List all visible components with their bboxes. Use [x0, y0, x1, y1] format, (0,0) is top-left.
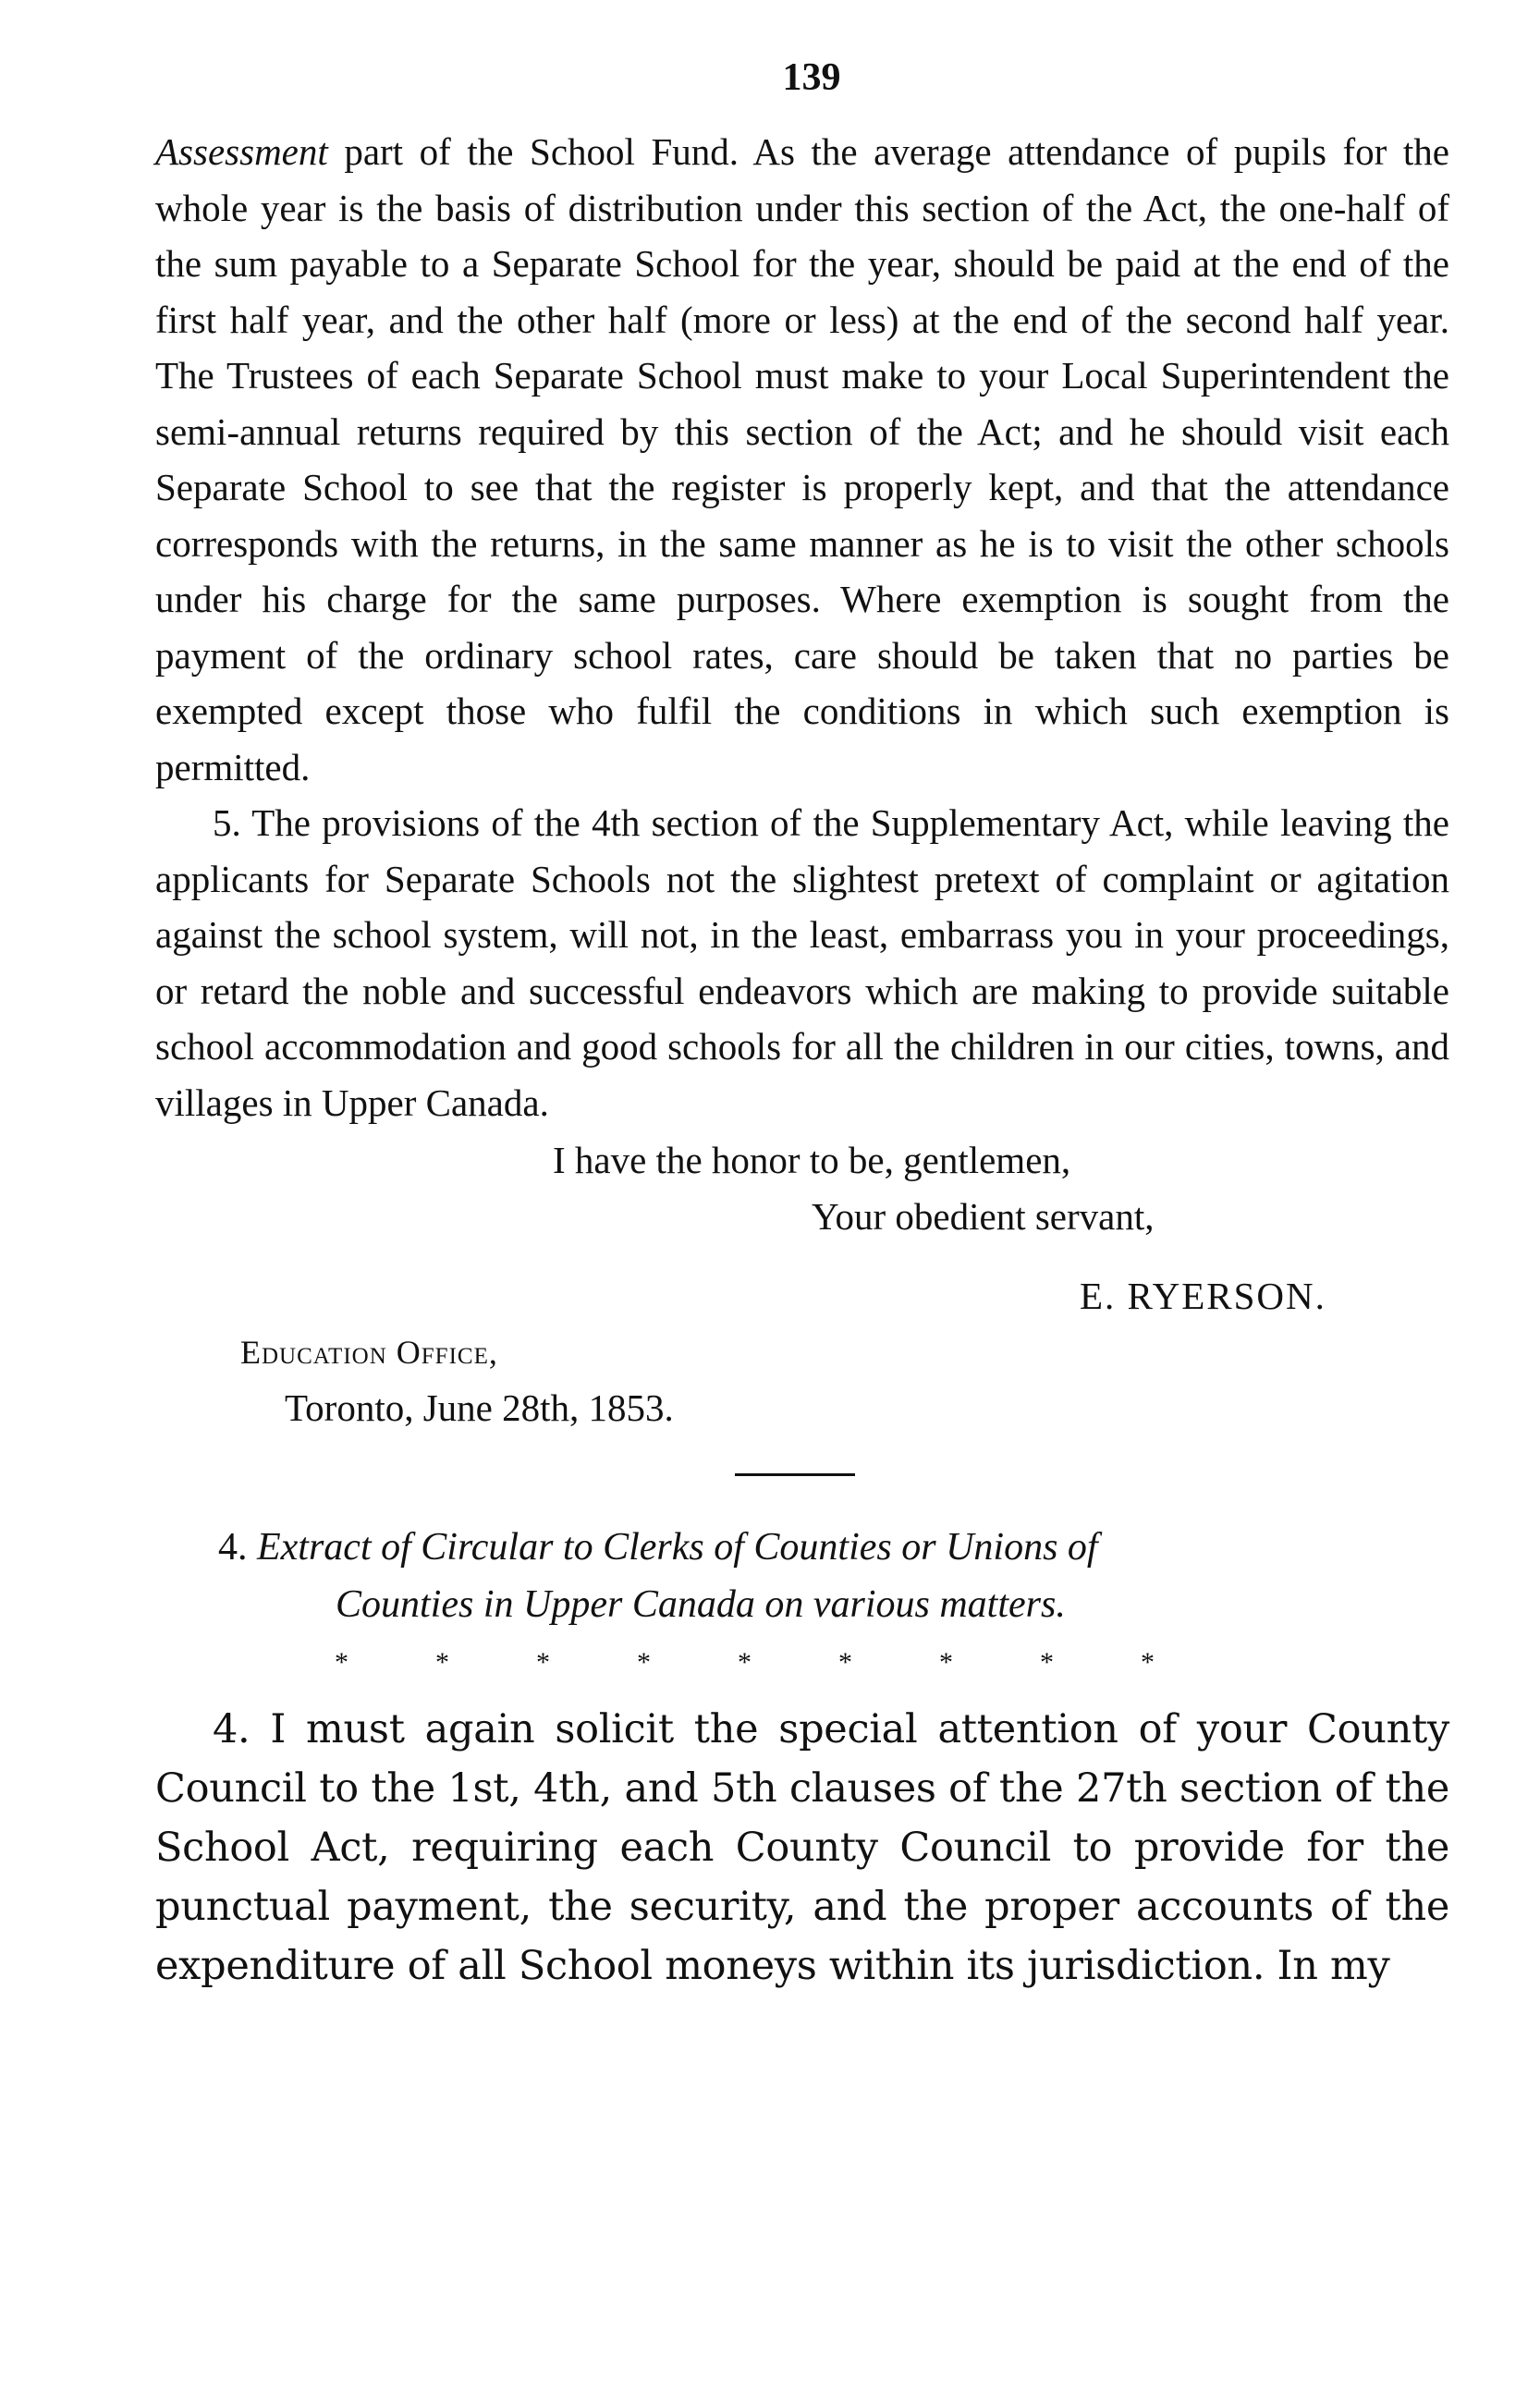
paragraph-section-5: 5. The provisions of the 4th section of the Supplementary Act, while leaving the applicants for Separate Schools not the slightest pretext of complaint or agitation against the school system, will not, in the least, embarrass you in your proceedings, or retard the noble and successful endeavors which are making to provide suitable school accommodation and good schools for all the children in our cities, towns, and villages in Upper Canada.: [155, 801, 1449, 1124]
star-mark: *: [637, 1646, 651, 1678]
star-mark: *: [1141, 1646, 1155, 1678]
paragraph-section-4: 4. I must again solicit the special attention of your County Council to the 1st, 4th, and 5th clauses of the 27th section of the School Act, requiring each County Council to provide for the punctual payment, the security, and the proper accounts of the expenditure of all School moneys within its jurisdiction. In my: [155, 1705, 1449, 1989]
office-date: Toronto, June 28th, 1853.: [285, 1386, 674, 1429]
star-mark: *: [1040, 1646, 1054, 1678]
section-heading-line-2: Counties in Upper Canada on various matters.: [336, 1582, 1066, 1626]
star-mark: *: [536, 1646, 550, 1678]
closing-servant: Your obedient servant,: [812, 1194, 1155, 1238]
page-number: 139: [782, 56, 841, 99]
closing-salutation: I have the honor to be, gentlemen,: [553, 1139, 1071, 1181]
star-mark: *: [939, 1646, 953, 1678]
star-mark: *: [738, 1646, 752, 1678]
section-heading: [155, 1519, 1449, 1633]
section-heading-line-1: [155, 1519, 1449, 1576]
signature: E. RYERSON.: [1080, 1275, 1326, 1317]
section-heading-number: 4.: [218, 1525, 248, 1569]
section-heading-title-1: Extract of Circular to Clerks of Counties or Unions of: [257, 1525, 1098, 1569]
star-mark: *: [435, 1646, 449, 1678]
paragraph-assessment: [155, 124, 1449, 795]
office-name: Education Office,: [240, 1333, 498, 1371]
star-mark: *: [838, 1646, 852, 1678]
paragraph-body: part of the School Fund. As the average attendance of pupils for the whole year is the basis of distribution under this section of the Act, the one-half of the sum payable to a Separate School for the year, should be paid at the end of the first half year, and the other half (more or less) at the end of the second half year. The Trustees of each Separate School must make to your Local Superintendent the semi-annual returns required by this section of the Act; and he should visit each Separate School to see that the register is properly kept, and that the attendance corresponds with the returns, in the same manner as he is to visit the other schools under his charge for the same purposes. Where exemption is sought from the payment of the ordinary school rates, care should be taken that no parties be exempted except those who fulfil the conditions in which such exemption is permitted.: [155, 130, 1449, 788]
paragraph-lead-italic: Assessment: [155, 130, 328, 173]
document-page: [155, 55, 1449, 1996]
section-divider: [735, 1473, 855, 1476]
star-mark: *: [335, 1646, 348, 1678]
ellipsis-stars: [155, 1644, 1449, 1681]
